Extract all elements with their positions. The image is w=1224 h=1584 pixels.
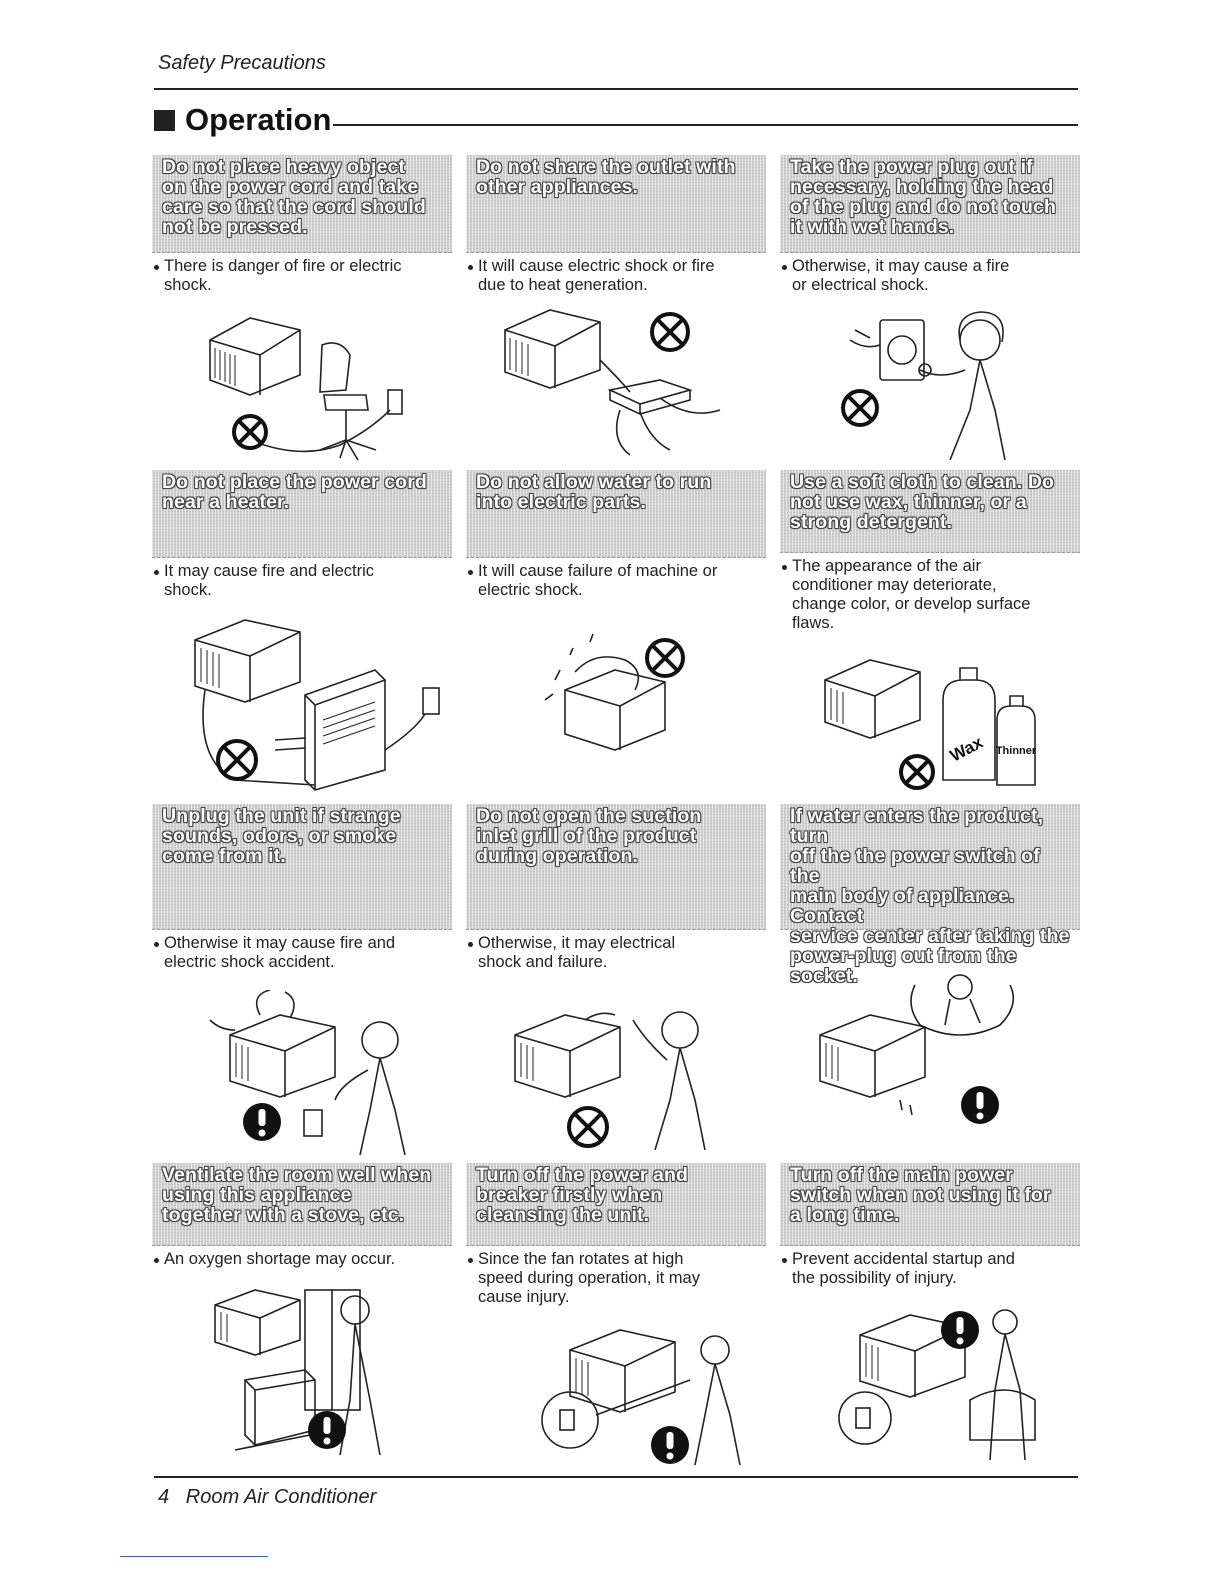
precaution-description: The appearance of the air conditioner may deteriorate, change color, or develop surface flaws. <box>780 557 1080 633</box>
header-divider <box>154 88 1078 90</box>
precaution-banner <box>780 804 1080 987</box>
precaution-11 <box>466 1163 766 1307</box>
precaution-description: Otherwise it may cause fire and electric shock accident. <box>152 934 452 972</box>
precaution-description: It will cause electric shock or fire due to heat generation. <box>466 257 766 295</box>
open-inlet-grill-illustration <box>505 1000 735 1150</box>
precaution-banner <box>780 155 1080 253</box>
precaution-description: Otherwise, it may cause a fire or electrical shock. <box>780 257 1080 295</box>
mandatory-icon <box>651 1426 689 1464</box>
precaution-3 <box>780 155 1080 295</box>
wet-hands-plug-illustration <box>830 300 1050 460</box>
power-breaker-off-illustration <box>530 1325 760 1470</box>
product-name: Room Air Conditioner <box>185 1486 377 1508</box>
prohibited-icon <box>234 416 266 448</box>
prohibited-icon <box>843 391 877 425</box>
water-entry-service-illustration <box>810 965 1050 1130</box>
precaution-banner <box>466 1163 766 1246</box>
precaution-description: An oxygen shortage may occur. <box>152 1250 452 1269</box>
precaution-banner <box>152 1163 452 1246</box>
thinner-label: Thinner <box>995 745 1037 757</box>
precaution-description: Prevent accidental startup and the possibility of injury. <box>780 1250 1080 1288</box>
precaution-banner <box>152 470 452 558</box>
banner-text: Use a soft cloth to clean. Do not use wax, thinner, or a strong detergent. <box>790 471 1055 533</box>
mandatory-icon <box>243 1103 281 1141</box>
precaution-description: It may cause fire and electric shock. <box>152 562 452 600</box>
page-footer <box>158 1486 376 1509</box>
main-power-off-illustration <box>830 1300 1050 1470</box>
prohibited-icon <box>218 741 256 779</box>
precaution-banner <box>466 804 766 930</box>
banner-text: Take the power plug out if necessary, holding the head of the plug and do not touch it with wet hands. <box>790 156 1056 238</box>
banner-text: Do not place heavy object on the power cord and take care so that the cord should not be pressed. <box>162 156 426 238</box>
precaution-banner <box>466 155 766 253</box>
wax-label: Wax <box>946 732 987 766</box>
banner-text: Do not share the outlet with other appliances. <box>476 156 736 198</box>
banner-text: Do not allow water to run into electric parts. <box>476 471 712 513</box>
precaution-9 <box>780 804 1080 987</box>
precaution-banner <box>780 470 1080 553</box>
precaution-banner <box>152 155 452 253</box>
precaution-description: There is danger of fire or electric shock. <box>152 257 452 295</box>
mandatory-icon <box>961 1086 999 1124</box>
cord-near-heater-illustration <box>175 610 455 795</box>
precaution-7 <box>152 804 452 972</box>
precaution-banner <box>780 1163 1080 1246</box>
precaution-6 <box>780 470 1080 633</box>
mandatory-icon <box>308 1411 346 1449</box>
banner-text: If water enters the product, turn off the the power switch of the main body of appliance. Contact service center after taking the power-plug out from the socket. <box>790 805 1070 987</box>
title-divider <box>333 124 1078 126</box>
prohibited-icon <box>901 756 933 788</box>
operation-heading <box>154 102 331 138</box>
banner-text: Do not open the suction inlet grill of the product during operation. <box>476 805 702 867</box>
section-header: Safety Precautions <box>158 52 326 74</box>
precaution-description: Otherwise, it may electrical shock and failure. <box>466 934 766 972</box>
precaution-10 <box>152 1163 452 1269</box>
precaution-banner <box>466 470 766 558</box>
mandatory-icon <box>941 1311 979 1349</box>
banner-text: Do not place the power cord near a heater. <box>162 471 427 513</box>
banner-text: Turn off the main power switch when not using it for a long time. <box>790 1164 1051 1226</box>
corner-mark <box>120 1556 268 1557</box>
precaution-4 <box>152 470 452 600</box>
shared-outlet-illustration <box>490 300 740 460</box>
precaution-1 <box>152 155 452 295</box>
wax-thinner-illustration <box>815 650 1055 795</box>
prohibited-icon <box>647 640 683 676</box>
strange-smoke-illustration <box>200 990 430 1155</box>
prohibited-icon <box>569 1108 607 1146</box>
water-electric-parts-illustration <box>535 620 715 770</box>
banner-text: Turn off the power and breaker firstly when cleansing the unit. <box>476 1164 688 1226</box>
page-number: 4 <box>158 1486 170 1508</box>
ventilate-stove-illustration <box>205 1280 405 1460</box>
banner-text: Ventilate the room well when using this appliance together with a stove, etc. <box>162 1164 432 1226</box>
precaution-description: Since the fan rotates at high speed during operation, it may cause injury. <box>466 1250 766 1307</box>
operation-title: Operation <box>185 102 332 137</box>
footer-divider <box>154 1476 1078 1478</box>
cord-under-chair-illustration <box>190 300 430 470</box>
heading-square-icon <box>154 110 175 131</box>
banner-text: Unplug the unit if strange sounds, odors, or smoke come from it. <box>162 805 401 867</box>
prohibited-icon <box>652 314 688 350</box>
precaution-banner <box>152 804 452 930</box>
precaution-12 <box>780 1163 1080 1288</box>
precaution-description: It will cause failure of machine or electric shock. <box>466 562 766 600</box>
precaution-8 <box>466 804 766 972</box>
precaution-2 <box>466 155 766 295</box>
precaution-5 <box>466 470 766 600</box>
